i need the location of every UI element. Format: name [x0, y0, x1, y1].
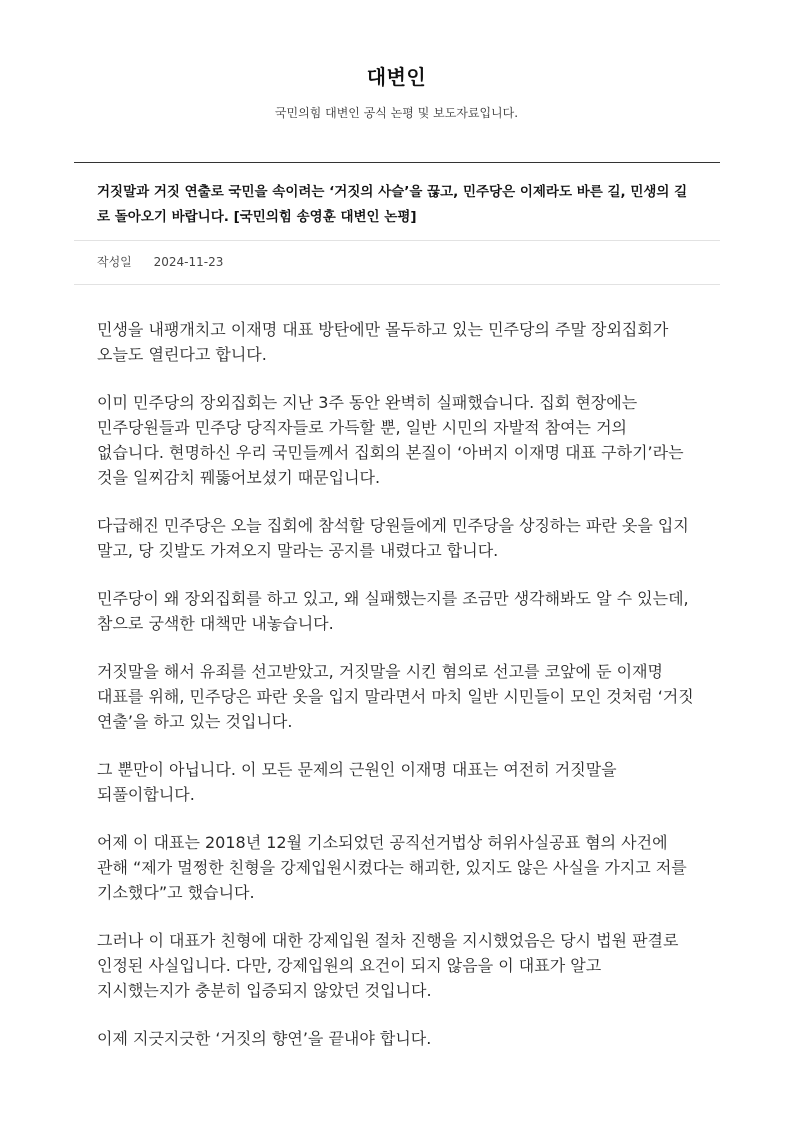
- site-subtitle: 국민의힘 대변인 공식 논평 및 보도자료입니다.: [274, 106, 519, 120]
- body-paragraph: 민생을 내팽개치고 이재명 대표 방탄에만 몰두하고 있는 민주당의 주말 장외집회가 오늘도 열린다고 합니다.: [97, 320, 669, 364]
- date-value: 2024-11-23: [153, 255, 224, 269]
- body-paragraph: 그러나 이 대표가 친형에 대한 강제입원 절차 진행을 지시했었음은 당시 법원 판결로 인정된 사실입니다. 다만, 강제입원의 요건이 되지 않음을 이 대표가 알고 지시했는지가 충분히 입증되지 않았던 것입니다.: [97, 931, 679, 1000]
- body-paragraph: 그 뿐만이 아닙니다. 이 모든 문제의 근원인 이재명 대표는 여전히 거짓말을 되풀이합니다.: [97, 760, 617, 804]
- body-paragraph: 거짓말을 해서 유죄를 선고받았고, 거짓말을 시킨 혐의로 선고를 코앞에 둔 이재명 대표를 위해, 민주당은 파란 옷을 입지 말라면서 마치 일반 시민들이 모인 것처럼 ‘거짓 연출’을 하고 있는 것입니다.: [97, 662, 694, 731]
- site-title: 대변인: [366, 65, 427, 89]
- body-paragraph: 이제 지긋지긋한 ‘거짓의 향연’을 끝내야 합니다.: [97, 1029, 432, 1048]
- body-paragraph: 어제 이 대표는 2018년 12월 기소되었던 공직선거법상 허위사실공표 혐의 사건에 관해 “제가 멀쩡한 친형을 강제입원시켰다는 해괴한, 있지도 않은 사실을 가지고 저를 기소했다”고 했습니다.: [97, 833, 687, 902]
- body-paragraph: 민주당이 왜 장외집회를 하고 있고, 왜 실패했는지를 조금만 생각해봐도 알 수 있는데, 참으로 궁색한 대책만 내놓습니다.: [97, 589, 689, 633]
- body-paragraph: 이미 민주당의 장외집회는 지난 3주 동안 완벽히 실패했습니다. 집회 현장에는 민주당원들과 민주당 당직자들로 가득할 뿐, 일반 시민의 자발적 참여는 거의 없습니다. 현명하신 우리 국민들께서 집회의 본질이 ‘아버지 이재명 대표 구하기’라는 것을 일찌감치 꿰뚫어보셨기 때문입니다.: [97, 393, 684, 487]
- article-body: [97, 317, 697, 1074]
- article-title: 거짓말과 거짓 연출로 국민을 속이려는 ‘거짓의 사슬’을 끊고, 민주당은 이제라도 바른 길, 민생의 길로 돌아오기 바랍니다. [국민의힘 송영훈 대변인 논평]: [97, 184, 688, 225]
- date-label: 작성일: [97, 255, 132, 269]
- body-paragraph: 다급해진 민주당은 오늘 집회에 참석할 당원들에게 민주당을 상징하는 파란 옷을 입지 말고, 당 깃발도 가져오지 말라는 공지를 내렸다고 합니다.: [97, 516, 689, 560]
- title-divider: [74, 240, 720, 241]
- article-meta: [97, 253, 223, 270]
- meta-divider: [74, 284, 720, 285]
- header-divider: [74, 162, 720, 163]
